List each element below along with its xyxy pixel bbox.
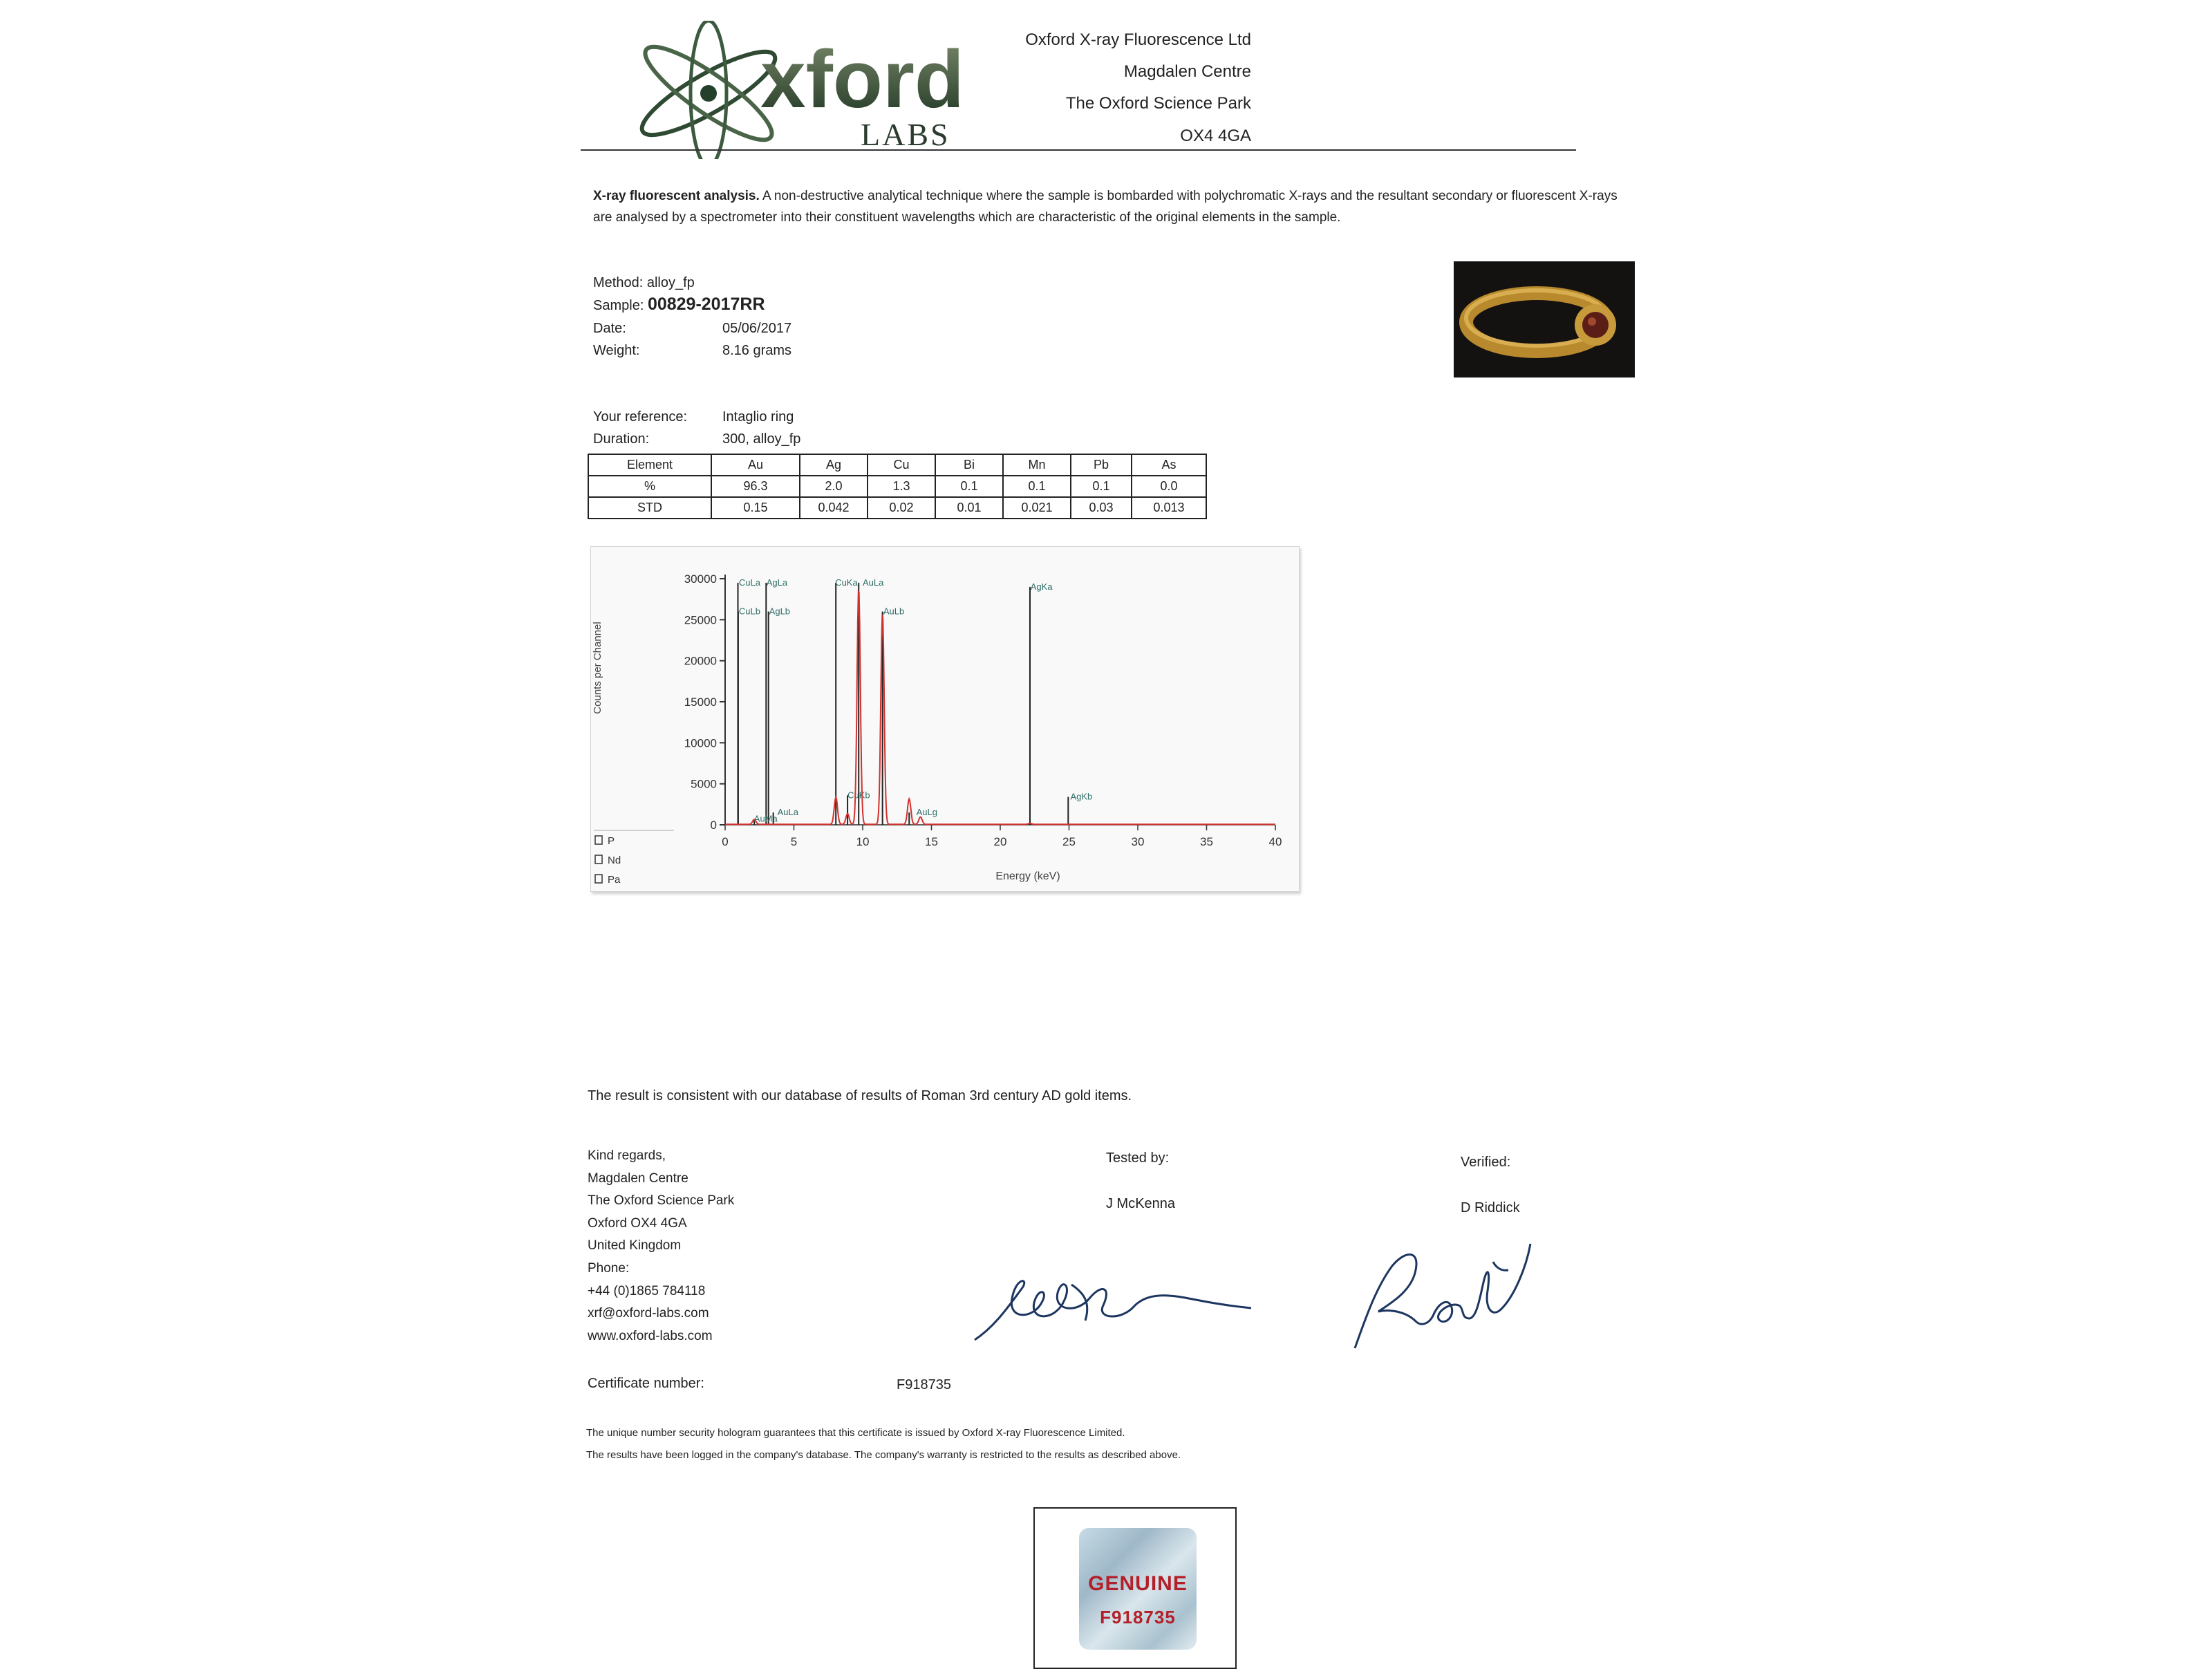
intro-text: A non-destructive analytical technique where the sample is bombarded with polychromatic X-rays and the resultant secondary or fluorescent X-rays are analysed by a spectrometer into their constituent wavelengths which are characteristic of the original elements in the sample. (593, 189, 1618, 225)
table-header-cell: Ag (800, 454, 868, 476)
contact-line: The Oxford Science Park (588, 1193, 735, 1209)
spectrum-line (725, 592, 1275, 825)
verified-label: Verified: (1461, 1155, 1511, 1170)
logo-sub: LABS (861, 117, 950, 152)
signature-mckenna (968, 1257, 1258, 1347)
website-link[interactable]: www.oxford-labs.com (588, 1328, 713, 1343)
y-tick-label: 10000 (684, 736, 717, 750)
x-tick-label: 15 (925, 835, 938, 848)
element-marker-label: AuLb (883, 606, 905, 617)
x-tick-label: 5 (790, 835, 798, 848)
hologram-genuine: GENUINE (1088, 1572, 1188, 1595)
results-table (588, 454, 1207, 519)
tested-by-label: Tested by: (1106, 1150, 1170, 1166)
legend-item: P (608, 835, 615, 847)
table-header-cell: Pb (1071, 454, 1132, 476)
table-header-row (588, 454, 1206, 476)
ring-image (1454, 261, 1635, 377)
ring-photo (1454, 261, 1635, 377)
sample-id: 00829-2017RR (647, 295, 765, 314)
legend-checkbox (595, 836, 602, 844)
table-header-cell: Mn (1003, 454, 1071, 476)
y-tick-label: 20000 (684, 654, 717, 668)
table-cell: 0.1 (1003, 476, 1071, 497)
table-header-cell: Bi (935, 454, 1003, 476)
x-tick-label: 30 (1131, 835, 1145, 848)
x-tick-label: 25 (1062, 835, 1076, 848)
legend-item: Nd (608, 855, 621, 866)
table-cell: 2.0 (800, 476, 868, 497)
y-axis-label: Counts per Channel (592, 622, 603, 714)
reference-value: Intaglio ring (722, 409, 794, 425)
element-marker-label: AgKa (1030, 581, 1053, 592)
legend-checkbox (595, 855, 602, 864)
y-tick-label: 30000 (684, 572, 717, 586)
weight-label: Weight: (593, 343, 640, 358)
security-hologram-box (1033, 1507, 1237, 1669)
element-marker-label: CuKa (835, 577, 858, 588)
element-marker-label: AgKb (1070, 791, 1093, 802)
address-line-2: Magdalen Centre (1123, 62, 1251, 81)
spectrum-plot (591, 547, 1299, 891)
address-line-1: Oxford X-ray Fluorescence Ltd (1025, 30, 1251, 49)
element-marker-label: AuMa (753, 813, 778, 824)
intro-title: X-ray fluorescent analysis. (593, 189, 760, 203)
table-cell: 0.02 (868, 497, 935, 519)
certificate-page (581, 0, 1645, 1659)
x-tick-label: 35 (1200, 835, 1213, 848)
contact-line: +44 (0)1865 784118 (588, 1283, 706, 1298)
reference-label: Your reference: (593, 409, 688, 425)
certificate-number: F918735 (897, 1377, 951, 1392)
signature-riddick (1348, 1234, 1535, 1355)
legend-checkbox (595, 875, 602, 883)
weight-value: 8.16 grams (722, 343, 792, 358)
logo-word: xford (760, 34, 964, 125)
table-cell: 0.03 (1071, 497, 1132, 519)
duration-label: Duration: (593, 431, 650, 447)
address-line-3: The Oxford Science Park (1065, 94, 1251, 113)
table-cell: STD (588, 497, 711, 519)
element-marker-label: CuKb (847, 790, 870, 801)
hologram-number: F918735 (1100, 1607, 1176, 1628)
table-cell: 0.1 (935, 476, 1003, 497)
duration-value: 300, alloy_fp (722, 431, 801, 447)
contact-block (588, 1145, 734, 1348)
table-cell: 0.021 (1003, 497, 1071, 519)
xrf-spectrum-chart (590, 546, 1300, 892)
method-row: Method: alloy_fp (593, 275, 695, 290)
element-marker-label: CuLa (738, 577, 760, 588)
table-header-cell: Cu (868, 454, 935, 476)
certificate-note-2: The results have been logged in the company's database. The company's warranty is restricted to the results as described above. (586, 1449, 1181, 1461)
date-value: 05/06/2017 (722, 321, 792, 336)
table-row (588, 476, 1206, 497)
intro-paragraph (593, 185, 1637, 228)
oxford-labs-logo (629, 21, 988, 159)
x-tick-label: 0 (722, 835, 729, 848)
table-cell: 0.1 (1071, 476, 1132, 497)
table-row (588, 497, 1206, 519)
table-cell: % (588, 476, 711, 497)
legend-item: Pa (608, 874, 621, 886)
x-tick-label: 20 (993, 835, 1007, 848)
table-cell: 0.01 (935, 497, 1003, 519)
element-marker-label: AuLa (863, 577, 884, 588)
y-tick-label: 5000 (691, 777, 717, 791)
contact-line: Phone: (588, 1260, 630, 1276)
conclusion-text: The result is consistent with our database of results of Roman 3rd century AD gold items. (588, 1088, 1132, 1103)
table-cell: 0.0 (1132, 476, 1206, 497)
table-header-cell: As (1132, 454, 1206, 476)
x-tick-label: 40 (1268, 835, 1282, 848)
y-tick-label: 15000 (684, 696, 717, 709)
table-cell: 0.013 (1132, 497, 1206, 519)
email-link[interactable]: xrf@oxford-labs.com (588, 1306, 709, 1321)
address-line-4: OX4 4GA (1180, 127, 1251, 145)
contact-line: United Kingdom (588, 1238, 682, 1253)
contact-line: Kind regards, (588, 1148, 666, 1163)
table-cell: 0.15 (711, 497, 800, 519)
header-rule (581, 149, 1576, 151)
sample-row: Sample: 00829-2017RR (593, 295, 765, 314)
security-hologram (1079, 1528, 1197, 1650)
table-header-cell: Au (711, 454, 800, 476)
element-marker-label: AgLa (766, 577, 788, 588)
element-marker-label: CuLb (738, 606, 760, 617)
x-axis-label: Energy (keV) (995, 870, 1060, 882)
element-marker-label: AuLg (916, 807, 937, 818)
contact-line: Oxford OX4 4GA (588, 1215, 687, 1231)
table-header-cell: Element (588, 454, 711, 476)
table-cell: 0.042 (800, 497, 868, 519)
certificate-note-1: The unique number security hologram guarantees that this certificate is issued by Oxford X-ray Fluorescence Limited. (586, 1427, 1125, 1439)
date-label: Date: (593, 321, 626, 336)
verified-name: D Riddick (1461, 1200, 1520, 1215)
certificate-label: Certificate number: (588, 1376, 704, 1391)
y-tick-label: 0 (710, 819, 717, 832)
x-tick-label: 10 (856, 835, 870, 848)
element-marker-label: AuLa (777, 807, 798, 818)
table-cell: 1.3 (868, 476, 935, 497)
table-cell: 96.3 (711, 476, 800, 497)
element-marker-label: AgLb (769, 606, 791, 617)
tested-by-name: J McKenna (1106, 1196, 1176, 1211)
y-tick-label: 25000 (684, 613, 717, 627)
contact-line: Magdalen Centre (588, 1171, 688, 1186)
